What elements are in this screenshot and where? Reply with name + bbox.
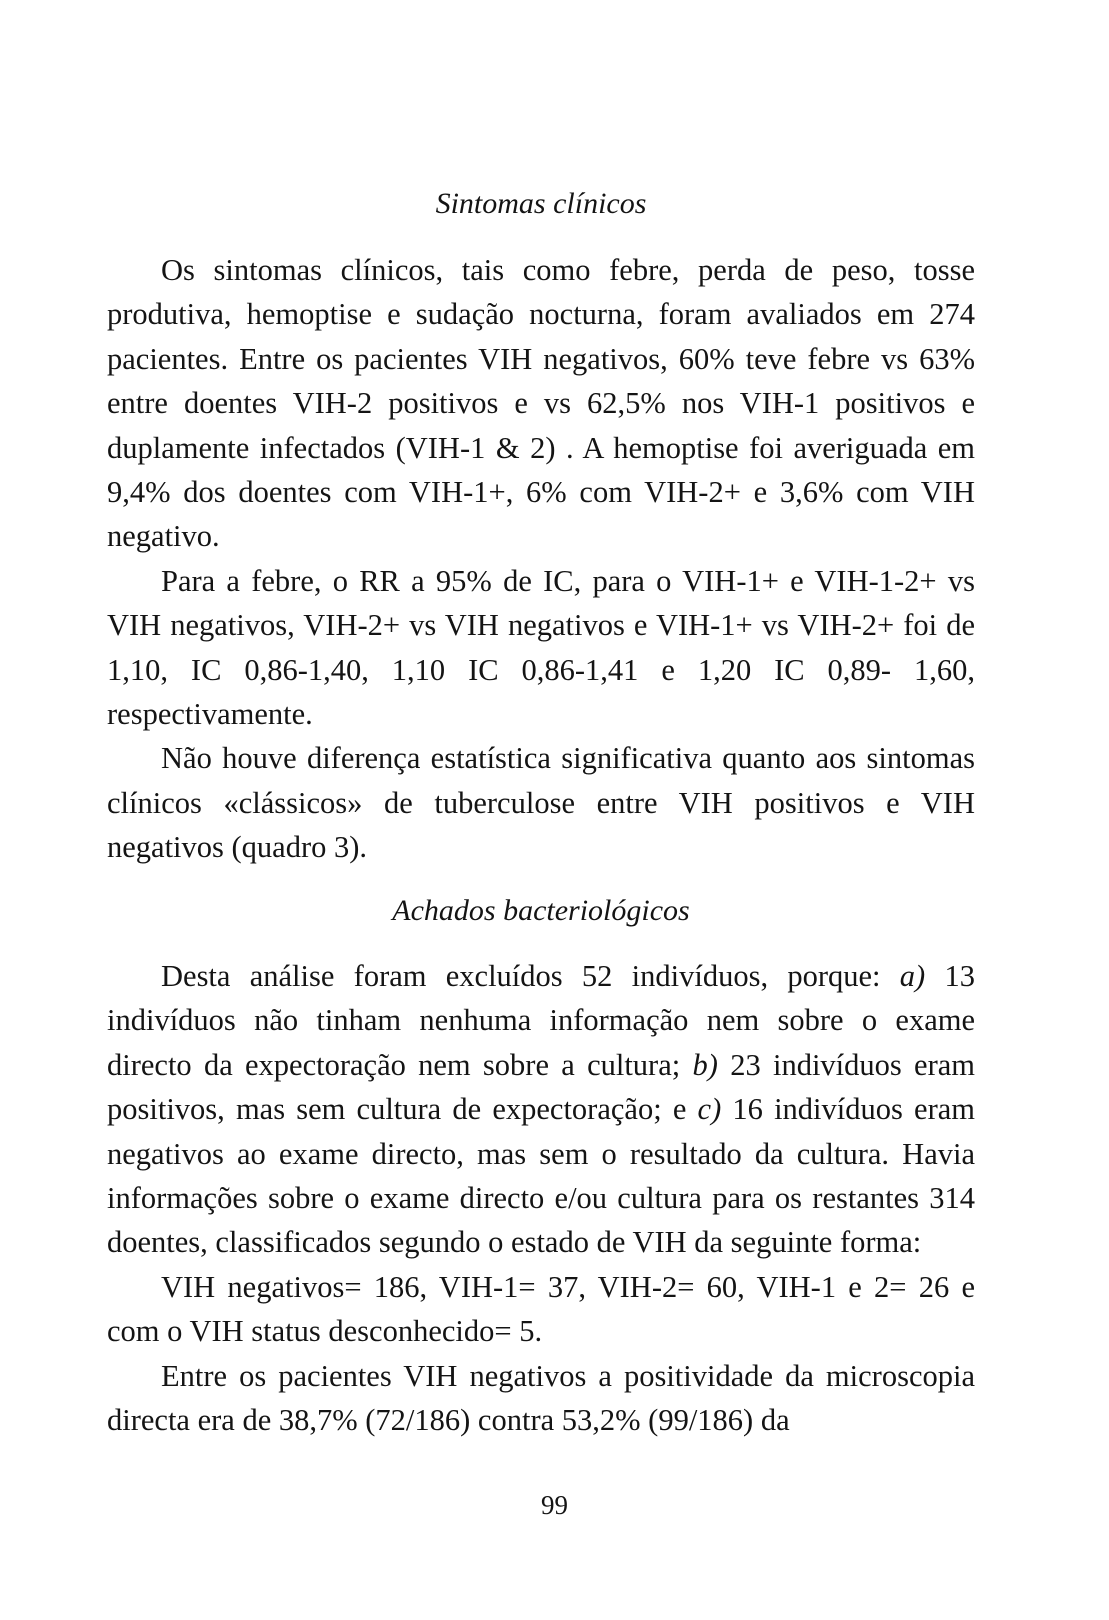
exclusions-text-1: Desta análise foram excluídos 52 indivíduos, porque:: [161, 959, 900, 993]
page-number: 99: [541, 1490, 568, 1520]
paragraph-no-difference: Não houve diferença estatística significativa quanto aos sintomas clínicos «clássicos» de tuberculose entre VIH positivos e VIH negativos (quadro 3).: [107, 741, 975, 865]
list-marker-c: c): [697, 1092, 722, 1127]
exclusions-text-4: 16 indivíduos eram negativos ao exame directo, mas sem o resultado da cultura. Havia informações sobre o exame directo e/ou cultura para os restantes 314 doentes, classificados segundo o estado de VIH da seguinte forma:: [107, 1092, 975, 1260]
section-heading-achados: Achados bacteriológicos: [392, 894, 690, 927]
list-marker-a: a): [899, 959, 926, 993]
paragraph-symptoms: Os sintomas clínicos, tais como febre, perda de peso, tosse produtiva, hemoptise e sudação nocturna, foram avaliados em 274 pacientes. Entre os pacientes VIH negativos, 60% teve febre vs 63% entre doentes VIH-2 positivos e vs 62,5% nos VIH-1 positivos e duplamente infectados (VIH-1 & 2) . A hemoptise foi averiguada em 9,4% dos doentes com VIH-1+, 6% com VIH-2+ e 3,6% com VIH negativo.: [107, 253, 975, 554]
paragraph-exclusions: [107, 954, 975, 1265]
section-body-achados: [107, 954, 975, 1442]
paragraph-hiv-counts: VIH negativos= 186, VIH-1= 37, VIH-2= 60, VIH-1 e 2= 26 e com o VIH status desconhecido= 5.: [107, 1269, 975, 1349]
paragraph-microscopy: Entre os pacientes VIH negativos a positividade da microscopia directa era de 38,7% (72/186) contra 53,2% (99/186) da: [107, 1358, 975, 1438]
section-heading-sintomas: Sintomas clínicos: [435, 187, 647, 220]
list-marker-b: b): [692, 1047, 718, 1082]
exclusions-text-3: 23 indivíduos eram positivos, mas sem cultura de expectoração; e: [107, 1047, 976, 1127]
paragraph-relative-risk: Para a febre, o RR a 95% de IC, para o VIH-1+ e VIH-1-2+ vs VIH negativos, VIH-2+ vs VIH negativos e VIH-1+ vs VIH-2+ foi de 1,10, IC 0,86-1,40, 1,10 IC 0,86-1,41 e 1,20 IC 0,89- 1,60, respectivamente.: [107, 563, 975, 732]
section-body-sintomas: [107, 248, 975, 870]
exclusions-text-2: 13 indivíduos não tinham nenhuma informação nem sobre o exame directo da expectoração nem sobre a cultura;: [107, 959, 975, 1082]
